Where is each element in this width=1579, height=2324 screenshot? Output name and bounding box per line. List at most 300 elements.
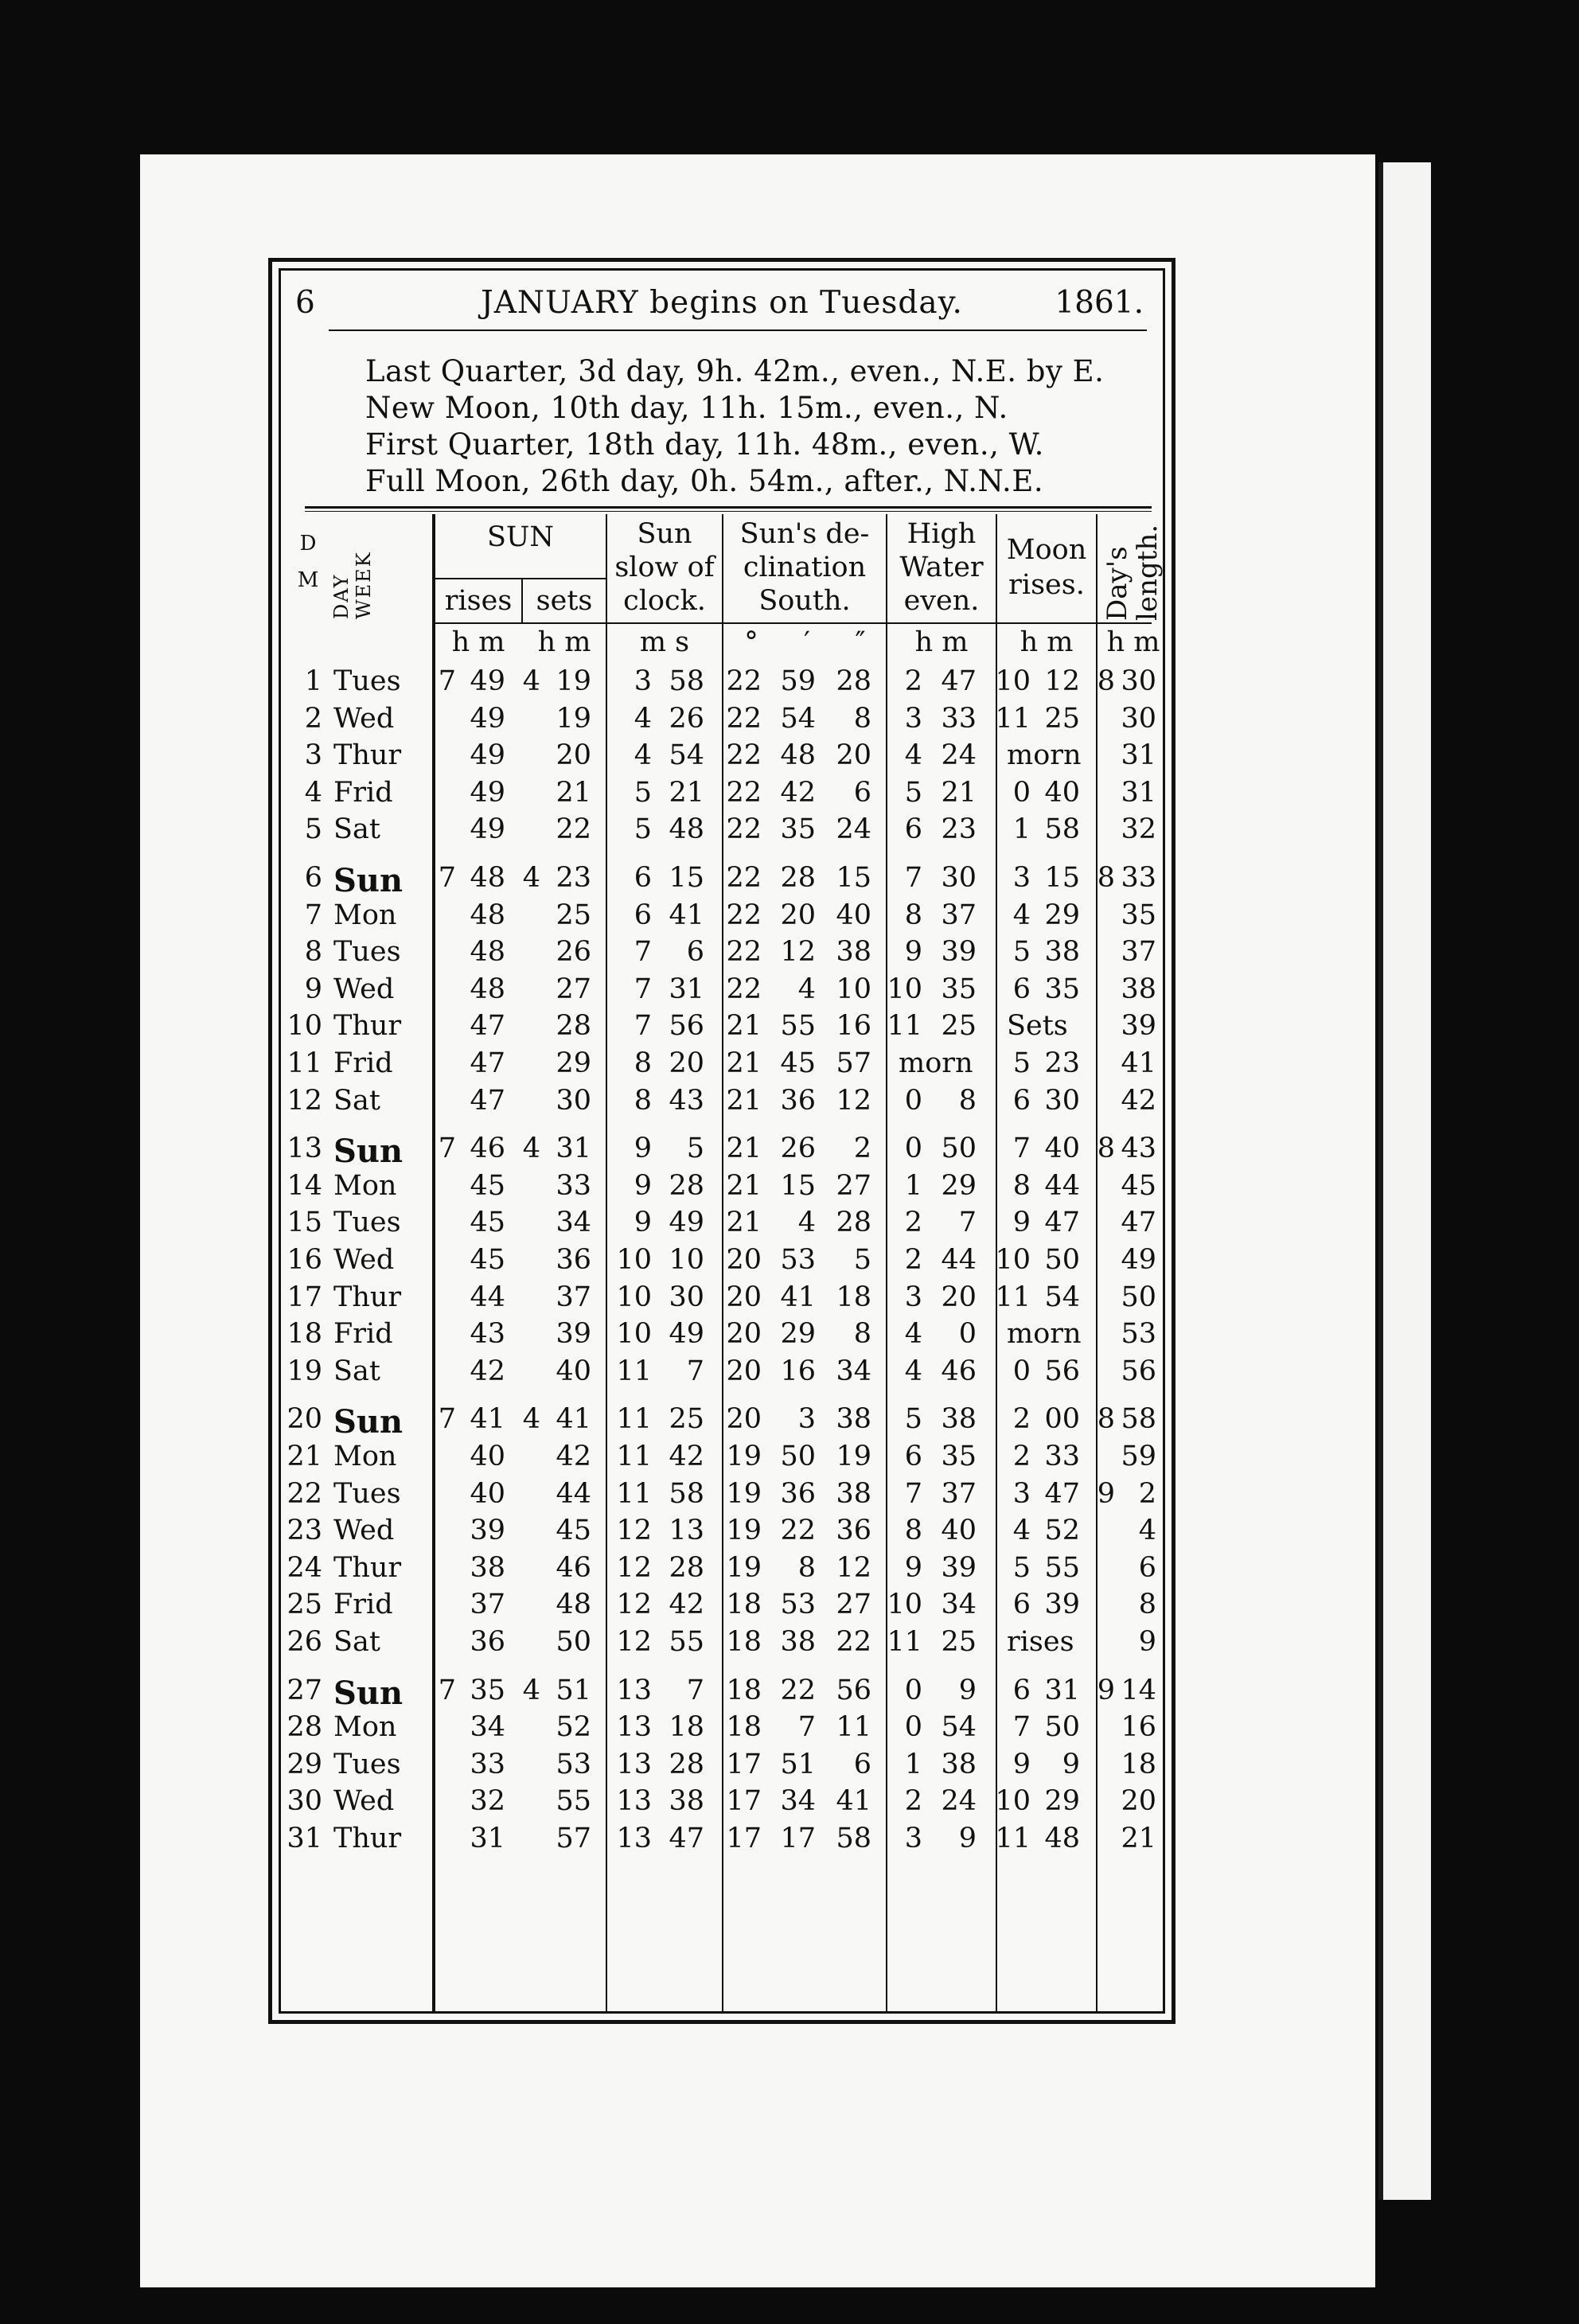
table-row [281, 1675, 1163, 1711]
table-row [281, 1010, 1163, 1047]
cell-dd: 22 [726, 862, 762, 894]
table-row [281, 1047, 1163, 1084]
col-slow-1: Sun [637, 518, 692, 550]
cell-mm: 50 [1044, 1711, 1080, 1744]
cell-cs: 25 [669, 1403, 704, 1436]
cell-ds: 8 [853, 1318, 871, 1351]
cell-lm: 59 [1121, 1441, 1156, 1472]
cell-lm: 30 [1121, 665, 1156, 697]
cell-dd: 20 [726, 1318, 762, 1351]
col-water-2: Water [899, 552, 984, 583]
cell-d: 12 [287, 1084, 322, 1117]
cell-dd: 21 [726, 1169, 762, 1202]
cell-d: 24 [287, 1551, 322, 1584]
table-row [281, 1244, 1163, 1281]
cell-d: 17 [287, 1281, 322, 1313]
cell-lh: 9 [1097, 1674, 1115, 1706]
cell-ds: 36 [836, 1515, 871, 1547]
cell-w: Mon [333, 1169, 397, 1202]
cell-mh: 3 [1012, 1477, 1031, 1510]
cell-sm: 26 [556, 936, 591, 969]
cell-w: Wed [333, 973, 395, 1005]
cell-dm: 4 [797, 973, 816, 1005]
cell-rm: 49 [470, 776, 505, 809]
cell-mh: 5 [1012, 1551, 1031, 1584]
cell-lh: 8 [1097, 1403, 1115, 1436]
cell-d: 28 [287, 1711, 322, 1744]
cell-w: Sat [333, 1355, 380, 1387]
phases-rule [305, 506, 1152, 509]
table-row [281, 1552, 1163, 1589]
table-row [281, 1785, 1163, 1822]
cell-mm: 00 [1044, 1403, 1080, 1436]
cell-sm: 34 [556, 1207, 591, 1239]
cell-mm: 31 [1044, 1674, 1080, 1706]
cell-wh: 10 [887, 1589, 922, 1621]
cell-wm: 37 [941, 899, 977, 931]
cell-mm: 55 [1044, 1551, 1080, 1584]
cell-wm: 54 [941, 1711, 977, 1744]
cell-lm: 20 [1121, 1785, 1156, 1818]
cell-w: Mon [333, 1441, 397, 1472]
col-slow-3: clock. [623, 585, 706, 617]
cell-wh: 3 [904, 1823, 922, 1854]
cell-d: 20 [287, 1403, 322, 1436]
unit-length: h m [1106, 626, 1160, 658]
cell-d: 26 [287, 1626, 322, 1658]
cell-rm: 45 [470, 1169, 505, 1202]
cell-mh: 2 [1012, 1441, 1031, 1472]
cell-ds: 6 [853, 776, 871, 809]
cell-sm: 48 [556, 1589, 591, 1621]
cell-dm: 26 [780, 1133, 816, 1165]
cell-mh: 0 [1012, 1355, 1031, 1387]
cell-lm: 31 [1121, 739, 1156, 772]
cell-dd: 20 [726, 1355, 762, 1387]
cell-cm: 9 [634, 1133, 652, 1165]
cell-w: Tues [333, 1207, 401, 1239]
table-row [281, 862, 1163, 899]
cell-ds: 16 [836, 1010, 871, 1043]
moon-phases [365, 353, 1104, 500]
cell-mm: 58 [1044, 813, 1080, 846]
cell-mh: 8 [1012, 1169, 1031, 1202]
cell-dm: 55 [780, 1010, 816, 1043]
cell-mm: 33 [1044, 1441, 1080, 1472]
cell-mm: 54 [1044, 1281, 1080, 1313]
cell-rm: 44 [470, 1281, 505, 1313]
cell-cs: 55 [669, 1626, 704, 1658]
col-moon-2: rises. [1008, 569, 1085, 601]
cell-mh: Sets [1007, 1010, 1068, 1043]
cell-rh: 7 [438, 1674, 456, 1706]
cell-rm: 45 [470, 1207, 505, 1239]
col-sun-rises: rises [444, 585, 513, 617]
cell-lm: 9 [1138, 1626, 1156, 1658]
cell-dm: 34 [780, 1785, 816, 1818]
cell-wm: 44 [941, 1244, 977, 1276]
cell-sm: 50 [556, 1626, 591, 1658]
cell-w: Thur [333, 739, 402, 772]
cell-dm: 48 [780, 739, 816, 772]
cell-cm: 3 [634, 665, 652, 697]
page-number: 6 [295, 285, 315, 321]
cell-lm: 6 [1138, 1551, 1156, 1584]
cell-w: Sat [333, 813, 380, 846]
cell-mm: 12 [1044, 665, 1080, 697]
cell-lm: 49 [1121, 1244, 1156, 1276]
cell-d: 6 [304, 862, 322, 894]
cell-mm: 56 [1044, 1355, 1080, 1387]
cell-wh: 4 [904, 1355, 922, 1387]
cell-w: Sun [333, 1133, 404, 1171]
cell-mh: 0 [1012, 776, 1031, 809]
cell-d: 30 [287, 1785, 322, 1818]
cell-wm: 25 [941, 1626, 977, 1658]
cell-mh: morn [1007, 739, 1082, 772]
cell-wh: morn [899, 1047, 973, 1079]
cell-d: 27 [287, 1674, 322, 1706]
cell-wm: 47 [941, 665, 977, 697]
cell-mm: 52 [1044, 1515, 1080, 1547]
cell-wh: 7 [904, 1477, 922, 1510]
cell-dm: 53 [780, 1589, 816, 1621]
cell-cm: 12 [616, 1515, 652, 1547]
unit-decl-deg: ° [744, 626, 758, 658]
phase-first-quarter: First Quarter, 18th day, 11h. 48m., even., W. [365, 427, 1044, 462]
unit-rises: h m [451, 626, 505, 658]
cell-cs: 30 [669, 1281, 704, 1313]
almanac-page [140, 154, 1375, 2287]
cell-dd: 20 [726, 1244, 762, 1276]
cell-mh: 5 [1012, 1047, 1031, 1079]
table-row [281, 973, 1163, 1010]
phases-rule-thin [305, 511, 1152, 512]
cell-cs: 20 [669, 1047, 704, 1079]
cell-ds: 41 [836, 1785, 871, 1818]
cell-wm: 35 [941, 973, 977, 1005]
cell-cm: 10 [616, 1281, 652, 1313]
cell-cm: 11 [616, 1441, 652, 1472]
cell-sm: 40 [556, 1355, 591, 1387]
cell-rm: 36 [470, 1626, 505, 1658]
col-sun-sets: sets [536, 585, 593, 617]
cell-dm: 38 [780, 1626, 816, 1658]
cell-rm: 34 [470, 1711, 505, 1744]
cell-ds: 10 [836, 973, 871, 1005]
cell-mm: 15 [1044, 862, 1080, 894]
cell-dm: 36 [780, 1477, 816, 1510]
cell-cm: 9 [634, 1169, 652, 1202]
cell-wm: 8 [958, 1084, 977, 1117]
cell-lm: 42 [1121, 1084, 1156, 1117]
cell-cm: 5 [634, 776, 652, 809]
cell-w: Wed [333, 1244, 395, 1276]
cell-d: 16 [287, 1244, 322, 1276]
cell-ds: 22 [836, 1626, 871, 1658]
cell-w: Sun [333, 1674, 404, 1712]
cell-lm: 14 [1121, 1674, 1156, 1706]
cell-d: 2 [304, 702, 322, 735]
cell-wh: 3 [904, 1281, 922, 1313]
col-length-2: length. [1132, 524, 1164, 621]
cell-wh: 0 [904, 1133, 922, 1165]
cell-sm: 33 [556, 1169, 591, 1202]
cell-rh: 7 [438, 1403, 456, 1436]
cell-wm: 24 [941, 1785, 977, 1818]
cell-sm: 37 [556, 1281, 591, 1313]
cell-mm: 48 [1044, 1823, 1080, 1854]
cell-d: 31 [287, 1823, 322, 1854]
cell-wm: 40 [941, 1515, 977, 1547]
cell-cm: 12 [616, 1551, 652, 1584]
cell-cs: 15 [669, 862, 704, 894]
cell-w: Tues [333, 1748, 401, 1780]
cell-ds: 38 [836, 1403, 871, 1436]
cell-dm: 17 [780, 1823, 816, 1854]
table-row [281, 1823, 1163, 1859]
cell-lm: 30 [1121, 702, 1156, 735]
cell-wm: 9 [958, 1823, 977, 1854]
cell-rm: 41 [470, 1403, 505, 1436]
cell-sh: 4 [522, 862, 540, 894]
cell-d: 22 [287, 1477, 322, 1510]
cell-cm: 11 [616, 1477, 652, 1510]
col-water-3: even. [903, 585, 980, 617]
cell-w: Mon [333, 1711, 397, 1744]
cell-rm: 46 [470, 1133, 505, 1165]
cell-w: Tues [333, 1477, 401, 1510]
cell-wm: 23 [941, 813, 977, 846]
cell-sm: 39 [556, 1318, 591, 1351]
cell-cs: 6 [686, 936, 704, 969]
cell-dd: 21 [726, 1133, 762, 1165]
cell-cs: 42 [669, 1441, 704, 1472]
cell-rm: 47 [470, 1010, 505, 1043]
col-length-1: Day's [1101, 546, 1133, 621]
cell-dd: 22 [726, 665, 762, 697]
cell-wm: 20 [941, 1281, 977, 1313]
cell-dm: 3 [797, 1403, 816, 1436]
cell-ds: 24 [836, 813, 871, 846]
table-row [281, 813, 1163, 850]
cell-lm: 50 [1121, 1281, 1156, 1313]
cell-dd: 21 [726, 1010, 762, 1043]
cell-wh: 2 [904, 1244, 922, 1276]
unit-decl-min: ′ [804, 626, 810, 658]
year: 1861. [1055, 285, 1144, 321]
cell-cm: 12 [616, 1626, 652, 1658]
cell-cs: 41 [669, 899, 704, 931]
cell-wh: 0 [904, 1674, 922, 1706]
unit-sets: h m [537, 626, 591, 658]
cell-rm: 39 [470, 1515, 505, 1547]
cell-dm: 59 [780, 665, 816, 697]
cell-rm: 35 [470, 1674, 505, 1706]
cell-sm: 51 [556, 1674, 591, 1706]
cell-mm: 38 [1044, 936, 1080, 969]
cell-mh: 6 [1012, 1674, 1031, 1706]
col-decl-3: South. [758, 585, 851, 617]
cell-ds: 12 [836, 1084, 871, 1117]
cell-wh: 6 [904, 813, 922, 846]
cell-cs: 58 [669, 1477, 704, 1510]
cell-dd: 21 [726, 1047, 762, 1079]
cell-sh: 4 [522, 665, 540, 697]
cell-cs: 58 [669, 665, 704, 697]
cell-w: Thur [333, 1010, 402, 1043]
cell-wm: 39 [941, 1551, 977, 1584]
cell-w: Thur [333, 1281, 402, 1313]
cell-rm: 42 [470, 1355, 505, 1387]
cell-cm: 6 [634, 862, 652, 894]
cell-w: Wed [333, 1785, 395, 1818]
cell-ds: 40 [836, 899, 871, 931]
cell-rm: 31 [470, 1823, 505, 1854]
cell-dm: 16 [780, 1355, 816, 1387]
cell-rm: 48 [470, 862, 505, 894]
cell-mh: 7 [1012, 1133, 1031, 1165]
cell-wh: 0 [904, 1084, 922, 1117]
cell-w: Sun [333, 862, 404, 899]
cell-w: Thur [333, 1551, 402, 1584]
cell-w: Tues [333, 936, 401, 969]
cell-ds: 27 [836, 1169, 871, 1202]
col-moon-1: Moon [1006, 534, 1087, 566]
cell-d: 8 [304, 936, 322, 969]
cell-cs: 54 [669, 739, 704, 772]
cell-cm: 10 [616, 1318, 652, 1351]
cell-mm: 44 [1044, 1169, 1080, 1202]
cell-dm: 36 [780, 1084, 816, 1117]
cell-dm: 4 [797, 1207, 816, 1239]
cell-sm: 28 [556, 1010, 591, 1043]
cell-mm: 29 [1044, 899, 1080, 931]
cell-ds: 6 [853, 1748, 871, 1780]
cell-mh: 11 [995, 702, 1031, 735]
cell-lh: 8 [1097, 665, 1115, 697]
cell-wm: 35 [941, 1441, 977, 1472]
header-rule [329, 329, 1147, 331]
table-row [281, 1749, 1163, 1785]
cell-rh: 7 [438, 862, 456, 894]
cell-wh: 11 [887, 1010, 922, 1043]
phase-last-quarter: Last Quarter, 3d day, 9h. 42m., even., N.E. by E. [365, 354, 1105, 388]
cell-d: 25 [287, 1589, 322, 1621]
cell-ds: 34 [836, 1355, 871, 1387]
cell-d: 14 [287, 1169, 322, 1202]
cell-lm: 35 [1121, 899, 1156, 931]
cell-dm: 53 [780, 1244, 816, 1276]
cell-mh: 4 [1012, 1515, 1031, 1547]
cell-rm: 47 [470, 1047, 505, 1079]
table-row [281, 1085, 1163, 1121]
cell-ds: 18 [836, 1281, 871, 1313]
cell-sm: 31 [556, 1133, 591, 1165]
cell-lm: 16 [1121, 1711, 1156, 1744]
cell-wm: 39 [941, 936, 977, 969]
cell-wh: 2 [904, 1785, 922, 1818]
cell-lm: 31 [1121, 776, 1156, 809]
cell-dm: 51 [780, 1748, 816, 1780]
cell-rm: 45 [470, 1244, 505, 1276]
cell-dm: 12 [780, 936, 816, 969]
cell-dm: 8 [797, 1551, 816, 1584]
cell-sm: 25 [556, 899, 591, 931]
cell-d: 18 [287, 1318, 322, 1351]
cell-rm: 49 [470, 813, 505, 846]
cell-wm: 0 [958, 1318, 977, 1351]
cell-dd: 18 [726, 1674, 762, 1706]
cell-dd: 17 [726, 1785, 762, 1818]
cell-dm: 35 [780, 813, 816, 846]
cell-cs: 38 [669, 1785, 704, 1818]
cell-wm: 9 [958, 1674, 977, 1706]
cell-d: 29 [287, 1748, 322, 1780]
cell-mm: 50 [1044, 1244, 1080, 1276]
col-m: M [297, 568, 319, 592]
cell-cs: 49 [669, 1318, 704, 1351]
cell-sm: 45 [556, 1515, 591, 1547]
cell-lm: 39 [1121, 1010, 1156, 1043]
col-decl-2: clination [743, 552, 867, 583]
cell-cm: 11 [616, 1355, 652, 1387]
cell-sm: 55 [556, 1785, 591, 1818]
cell-wm: 21 [941, 776, 977, 809]
cell-cs: 21 [669, 776, 704, 809]
cell-lm: 2 [1138, 1477, 1156, 1510]
cell-sm: 57 [556, 1823, 591, 1854]
cell-d: 4 [304, 776, 322, 809]
cell-w: Frid [333, 1047, 393, 1079]
cell-sm: 20 [556, 739, 591, 772]
cell-lm: 8 [1138, 1589, 1156, 1621]
cell-rm: 49 [470, 739, 505, 772]
adjacent-page-edge [1378, 162, 1431, 2200]
cell-ds: 38 [836, 1477, 871, 1510]
cell-sh: 4 [522, 1133, 540, 1165]
cell-sm: 30 [556, 1084, 591, 1117]
cell-cs: 26 [669, 702, 704, 735]
header-bottom-rule [432, 622, 1152, 624]
cell-d: 19 [287, 1355, 322, 1387]
cell-lm: 56 [1121, 1355, 1156, 1387]
cell-dd: 22 [726, 899, 762, 931]
cell-d: 21 [287, 1441, 322, 1472]
cell-cs: 47 [669, 1823, 704, 1854]
cell-dd: 20 [726, 1281, 762, 1313]
cell-dd: 22 [726, 739, 762, 772]
cell-mh: morn [1007, 1318, 1082, 1351]
cell-cm: 13 [616, 1823, 652, 1854]
cell-mm: 23 [1044, 1047, 1080, 1079]
cell-dd: 22 [726, 936, 762, 969]
cell-ds: 19 [836, 1441, 871, 1472]
cell-w: Sat [333, 1084, 380, 1117]
cell-cm: 13 [616, 1748, 652, 1780]
cell-rm: 48 [470, 936, 505, 969]
cell-rh: 7 [438, 665, 456, 697]
cell-dm: 29 [780, 1318, 816, 1351]
cell-wh: 6 [904, 1441, 922, 1472]
cell-w: Mon [333, 899, 397, 931]
cell-mh: 9 [1012, 1748, 1031, 1780]
cell-mh: 5 [1012, 936, 1031, 969]
cell-sm: 41 [556, 1403, 591, 1436]
cell-mh: 3 [1012, 862, 1031, 894]
cell-d: 9 [304, 973, 322, 1005]
cell-sm: 23 [556, 862, 591, 894]
